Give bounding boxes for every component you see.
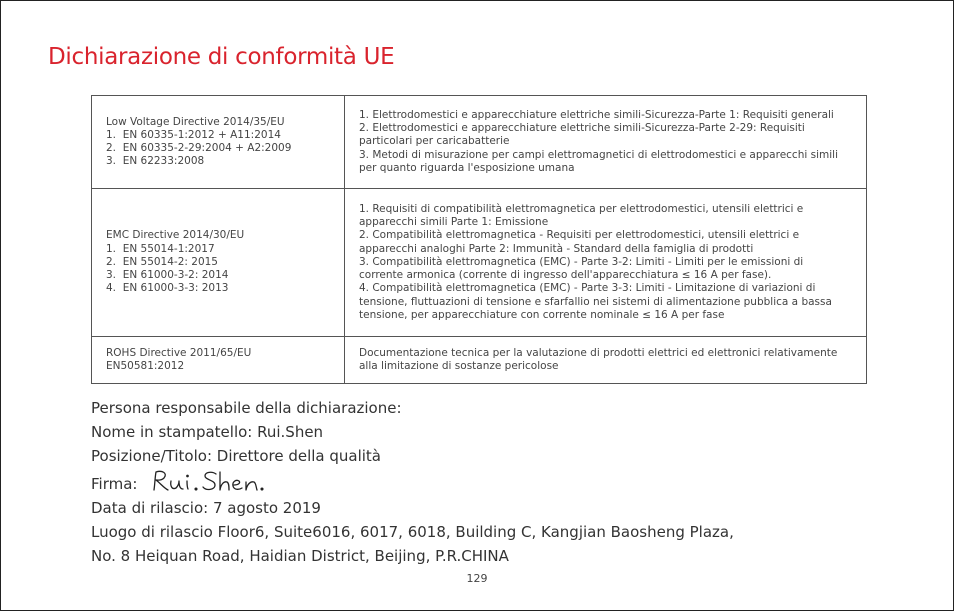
directive-name: EMC Directive 2014/30/EU <box>106 229 245 242</box>
issue-date: Data di rilascio: 7 agosto 2019 <box>91 498 321 517</box>
issue-address: No. 8 Heiquan Road, Haidian District, Beijing, P.R.CHINA <box>91 547 509 566</box>
standard-item: 2. EN 60335-2-29:2004 + A2:2009 <box>106 142 292 154</box>
standard-item: 3. EN 62233:2008 <box>106 155 205 168</box>
conformity-table <box>91 95 867 384</box>
description-item: 2. Compatibilità elettromagnetica - Requisiti per elettrodomestici, utensili elettrici e apparecchi analoghi Parte 2: Immunità - Standard della famiglia di prodotti <box>359 229 800 255</box>
description-item: 3. Compatibilità elettromagnetica (EMC) - Parte 3-2: Limiti - Limiti per le emissioni di corrente armonica (corrente di ingresso dell'apparecchiatura ≤ 16 A per fase). <box>359 255 804 282</box>
standard-item: 1. EN 60335-1:2012 + A11:2014 <box>106 128 281 141</box>
table-row <box>92 189 867 337</box>
standard-item: 1. EN 55014-1:2017 <box>106 242 215 255</box>
issue-place: Luogo di rilascio Floor6, Suite6016, 6017, 6018, Building C, Kangjian Baosheng Plaza, <box>91 523 734 542</box>
standard-item: EN50581:2012 <box>106 360 185 372</box>
table-row <box>92 337 867 384</box>
description-cell <box>345 337 867 384</box>
position-line: Posizione/Titolo: Direttore della qualità <box>91 447 382 466</box>
standard-item: 3. EN 61000-3-2: 2014 <box>106 269 229 282</box>
table-row <box>92 96 867 189</box>
description-item: 1. Requisiti di compatibilità elettromagnetica per elettrodomestici, utensili elettrici e apparecchi simili Parte 1: Emissione <box>359 203 804 229</box>
directive-cell <box>92 337 345 384</box>
handwritten-signature <box>150 469 282 493</box>
signature-row <box>91 469 734 496</box>
signature-label: Firma: <box>91 474 138 493</box>
page-title: Dichiarazione di conformità UE <box>48 44 395 70</box>
directive-name: ROHS Directive 2011/65/EU <box>106 346 252 359</box>
page-number: 129 <box>466 572 488 585</box>
description-cell <box>345 96 867 189</box>
declaration-info <box>91 396 734 568</box>
standard-item: 4. EN 61000-3-3: 2013 <box>106 282 229 295</box>
description-item: 3. Metodi di misurazione per campi elettromagnetici di elettrodomestici e apparecchi simili per quanto riguarda l'esposizione umana <box>359 148 838 174</box>
responsible-person: Persona responsabile della dichiarazione: <box>91 399 402 417</box>
name-line: Nome in stampatello: Rui.Shen <box>91 423 324 442</box>
directive-cell <box>92 96 345 189</box>
directive-cell <box>92 189 345 337</box>
directive-name: Low Voltage Directive 2014/35/EU <box>106 115 285 128</box>
description-item: 2. Elettrodomestici e apparecchiature elettriche simili-Sicurezza-Parte 2-29: Requisiti particolari per caricabatterie <box>359 122 805 148</box>
description-item: Documentazione tecnica per la valutazione di prodotti elettrici ed elettronici relativamente alla limitazione di sostanze pericolose <box>359 346 838 372</box>
standard-item: 2. EN 55014-2: 2015 <box>106 255 218 268</box>
description-cell <box>345 189 867 337</box>
description-item: 4. Compatibilità elettromagnetica (EMC) - Parte 3-3: Limiti - Limitazione di variazioni di tensione, fluttuazioni di tensione e sfarfallio nei sistemi di alimentazione pubblica a bassa tensione, per apparecchiature con corrente nominale ≤ 16 A per fase <box>359 282 832 321</box>
description-item: 1. Elettrodomestici e apparecchiature elettriche simili-Sicurezza-Parte 1: Requisiti generali <box>359 108 834 121</box>
